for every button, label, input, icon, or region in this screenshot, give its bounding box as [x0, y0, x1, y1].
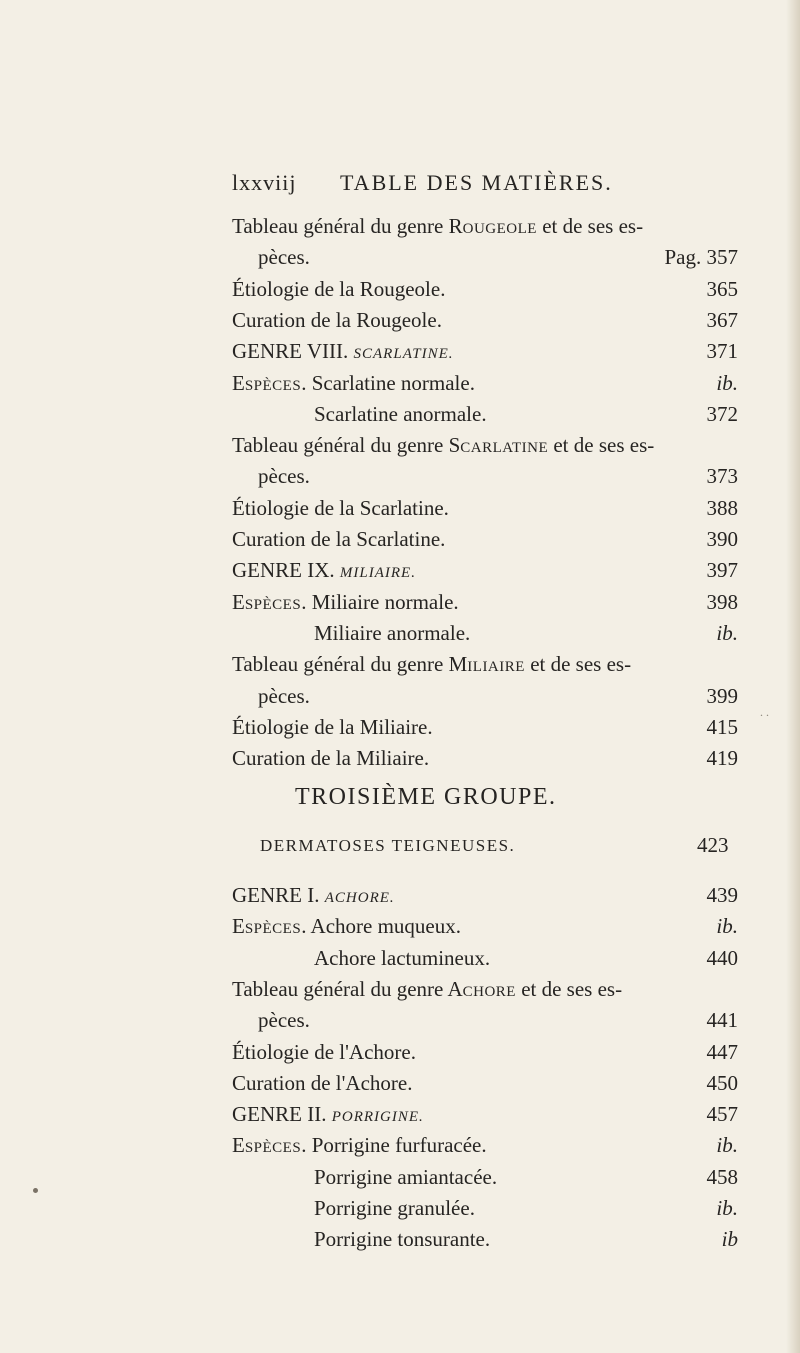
toc-entry-title — [232, 1068, 412, 1098]
toc-entry-title — [232, 587, 459, 620]
running-title: TABLE DES MATIÈRES. — [340, 170, 613, 195]
toc-entry — [232, 430, 738, 460]
toc-entry-text: GENRE VIII. — [232, 339, 354, 364]
toc-entry-title — [232, 974, 622, 1007]
toc-entry-text: PORRIGINE. — [331, 1109, 424, 1126]
toc-entry-text: Tableau général du genre — [232, 976, 448, 1001]
toc-entry-text: Porrigine amiantacée. — [314, 1164, 498, 1189]
toc-entry-text: Miliaire anormale. — [314, 620, 471, 645]
toc-entry — [232, 911, 738, 941]
toc-entry — [232, 649, 738, 679]
toc-entry-page: 397 — [706, 558, 738, 583]
toc-entry-text: E — [232, 589, 245, 614]
toc-entry-page: ib. — [716, 370, 738, 395]
toc-entry-page: Pag. 357 — [664, 245, 738, 270]
toc-entry-text: Porrigine tonsurante. — [314, 1227, 491, 1252]
toc-entry-page: 450 — [706, 1070, 738, 1095]
toc-entry — [232, 1193, 738, 1223]
toc-entry — [232, 974, 738, 1004]
toc-entry-text: Tableau général du genre — [232, 214, 449, 238]
toc-entry-text: E — [232, 914, 245, 939]
toc-entry-text: Étiologie de l'Achore. — [232, 1039, 416, 1064]
toc-entry-title — [314, 618, 470, 648]
toc-entry-page: 440 — [706, 945, 738, 970]
toc-entry-text: E — [232, 1133, 245, 1158]
toc-entry-title — [232, 368, 475, 401]
toc-entry — [232, 1068, 738, 1098]
toc-entry-title — [232, 880, 395, 913]
toc-entry-title — [232, 430, 654, 463]
toc-entry — [232, 305, 738, 335]
toc-entry-title — [258, 242, 310, 272]
toc-entry-text: . Miliaire normale. — [301, 589, 459, 614]
toc-entry — [232, 493, 738, 523]
toc-entry-title — [232, 493, 449, 523]
toc-entry-title — [258, 461, 310, 491]
toc-entry — [232, 743, 738, 773]
toc-entry-title — [314, 1224, 490, 1254]
toc-entry-text: . Scarlatine normale. — [301, 370, 475, 395]
toc-entry — [232, 461, 738, 491]
toc-entry-page: 399 — [706, 683, 738, 708]
toc-entry — [232, 274, 738, 304]
toc-entry-text: et de ses es- — [524, 652, 632, 677]
toc-entry-page: 457 — [706, 1102, 738, 1127]
toc-entry-text: ACHORE. — [324, 890, 395, 906]
toc-entry-text: et de ses es- — [515, 976, 623, 1001]
toc-entry — [232, 681, 738, 711]
toc-entry-text: GENRE II. — [232, 1102, 332, 1127]
toc-entry-title — [232, 524, 445, 554]
toc-entry — [232, 524, 738, 554]
toc-entry-title — [232, 555, 416, 588]
toc-entry-title — [232, 649, 631, 682]
toc-entry-text: ILIAIRE — [467, 659, 525, 676]
toc-entry-page: 373 — [706, 464, 738, 489]
toc-entry-title — [232, 1037, 416, 1067]
toc-entry — [232, 880, 738, 910]
toc-entry-text: M — [448, 652, 468, 677]
toc-entry-page: 398 — [706, 589, 738, 614]
toc-entry — [232, 336, 738, 366]
toc-entry-text: Tableau général du genre — [232, 652, 449, 677]
toc-entry-page: 441 — [706, 1008, 738, 1033]
toc-entry-title — [258, 681, 310, 711]
toc-entry-text: R — [448, 214, 463, 238]
toc-entry — [232, 368, 738, 398]
group-heading: TROISIÈME GROUPE. — [295, 784, 557, 810]
toc-entry-title — [232, 911, 461, 944]
toc-entry-text: et de ses es- — [548, 433, 655, 458]
toc-entry-text: Curation de la Miliaire. — [232, 746, 430, 771]
toc-entry-text: MILIAIRE. — [339, 565, 416, 582]
toc-entry-text: Étiologie de la Miliaire. — [232, 714, 433, 739]
toc-entry-page: 388 — [706, 495, 738, 520]
toc-entry-title — [314, 1193, 475, 1223]
toc-entry-title — [232, 743, 429, 773]
toc-entry — [232, 1162, 738, 1192]
toc-entry-title — [232, 712, 433, 742]
toc-entry-page: 419 — [706, 746, 738, 771]
toc-entry-text: Porrigine granulée. — [314, 1196, 475, 1220]
toc-entry — [232, 943, 738, 973]
toc-entry-title — [232, 1099, 424, 1132]
toc-entry-text: Scarlatine anormale. — [314, 401, 487, 426]
toc-entry-page: 390 — [706, 527, 738, 551]
toc-entry-title — [314, 943, 490, 973]
toc-entry — [232, 587, 738, 617]
toc-entry-text: pèces. — [258, 683, 310, 708]
toc-entry-text: CARLATINE — [460, 440, 549, 457]
toc-entry-page: 372 — [706, 401, 738, 426]
toc-entry-text: A — [447, 976, 463, 1001]
toc-entry-page: 365 — [706, 276, 738, 301]
toc-entry-page: 458 — [706, 1164, 738, 1189]
toc-entry-text: . Porrigine furfuracée. — [301, 1133, 487, 1158]
toc-entry-page: ib. — [716, 1133, 738, 1158]
toc-entry-text: pèces. — [258, 245, 310, 270]
toc-entry-text: Étiologie de la Scarlatine. — [232, 495, 449, 520]
ink-mark: . . — [760, 705, 769, 719]
toc-entry-text: SPÈCES — [244, 1140, 302, 1157]
toc-entry — [232, 1130, 738, 1160]
toc-entry — [232, 242, 738, 272]
page-folio: lxxviij — [232, 170, 297, 195]
toc-entry-text: GENRE IX. — [232, 558, 340, 583]
toc-entry-title — [232, 274, 445, 304]
toc-entry-text: Curation de la Scarlatine. — [232, 527, 446, 551]
toc-entry-page: 371 — [706, 339, 738, 364]
toc-entry — [232, 555, 738, 585]
toc-entry-text: Tableau général du genre — [232, 433, 449, 458]
toc-entry-text: E — [232, 370, 245, 395]
toc-entry-text: SCARLATINE. — [353, 346, 454, 363]
toc-entry-text: GENRE I. — [232, 883, 325, 907]
toc-entry-page: ib. — [716, 620, 738, 645]
toc-entry-page: ib. — [716, 914, 738, 939]
toc-entry — [232, 399, 738, 429]
toc-entry — [232, 1005, 738, 1035]
toc-entry — [232, 712, 738, 742]
group-subheading-page: 423 — [697, 833, 729, 857]
toc-entry-title — [232, 336, 454, 369]
ink-spot — [33, 1188, 38, 1193]
toc-entry-title — [232, 1130, 487, 1163]
toc-entry-text: et de ses es- — [536, 214, 644, 238]
toc-entry-text: Achore lactumineux. — [314, 945, 491, 970]
toc-entry-title — [314, 1162, 497, 1192]
toc-entry — [232, 1037, 738, 1067]
toc-entry — [232, 211, 738, 241]
toc-entry-page: 367 — [706, 307, 738, 332]
toc-entry-title — [258, 1005, 310, 1035]
toc-entry-page: ib — [721, 1227, 738, 1252]
toc-entry-text: . Achore muqueux. — [301, 914, 461, 939]
toc-entry-text: SPÈCES — [244, 921, 302, 938]
toc-entry-text: pèces. — [258, 1008, 310, 1033]
toc-entry-page: 447 — [706, 1039, 738, 1064]
toc-entry-page: ib. — [716, 1196, 738, 1220]
toc-entry-title — [232, 305, 442, 335]
toc-entry-page: 415 — [706, 714, 738, 739]
toc-entry-title — [232, 211, 643, 244]
toc-entry-text: Curation de l'Achore. — [232, 1070, 413, 1095]
toc-entry-text: SPÈCES — [244, 596, 302, 613]
toc-entry-title — [314, 399, 487, 429]
toc-entry — [232, 1099, 738, 1129]
toc-entry-text: OUGEOLE — [462, 221, 537, 237]
toc-entry-page: 439 — [706, 883, 738, 907]
toc-entry-text: CHORE — [462, 983, 516, 1000]
toc-entry-text: Étiologie de la Rougeole. — [232, 276, 446, 301]
group-subheading: DERMATOSES TEIGNEUSES. — [260, 836, 516, 855]
toc-entry-text: pèces. — [258, 464, 310, 489]
toc-entry-text: S — [448, 433, 461, 458]
toc-entry-text: Curation de la Rougeole. — [232, 307, 442, 332]
toc-entry — [232, 1224, 738, 1254]
toc-entry — [232, 618, 738, 648]
toc-entry-text: SPÈCES — [244, 377, 302, 394]
